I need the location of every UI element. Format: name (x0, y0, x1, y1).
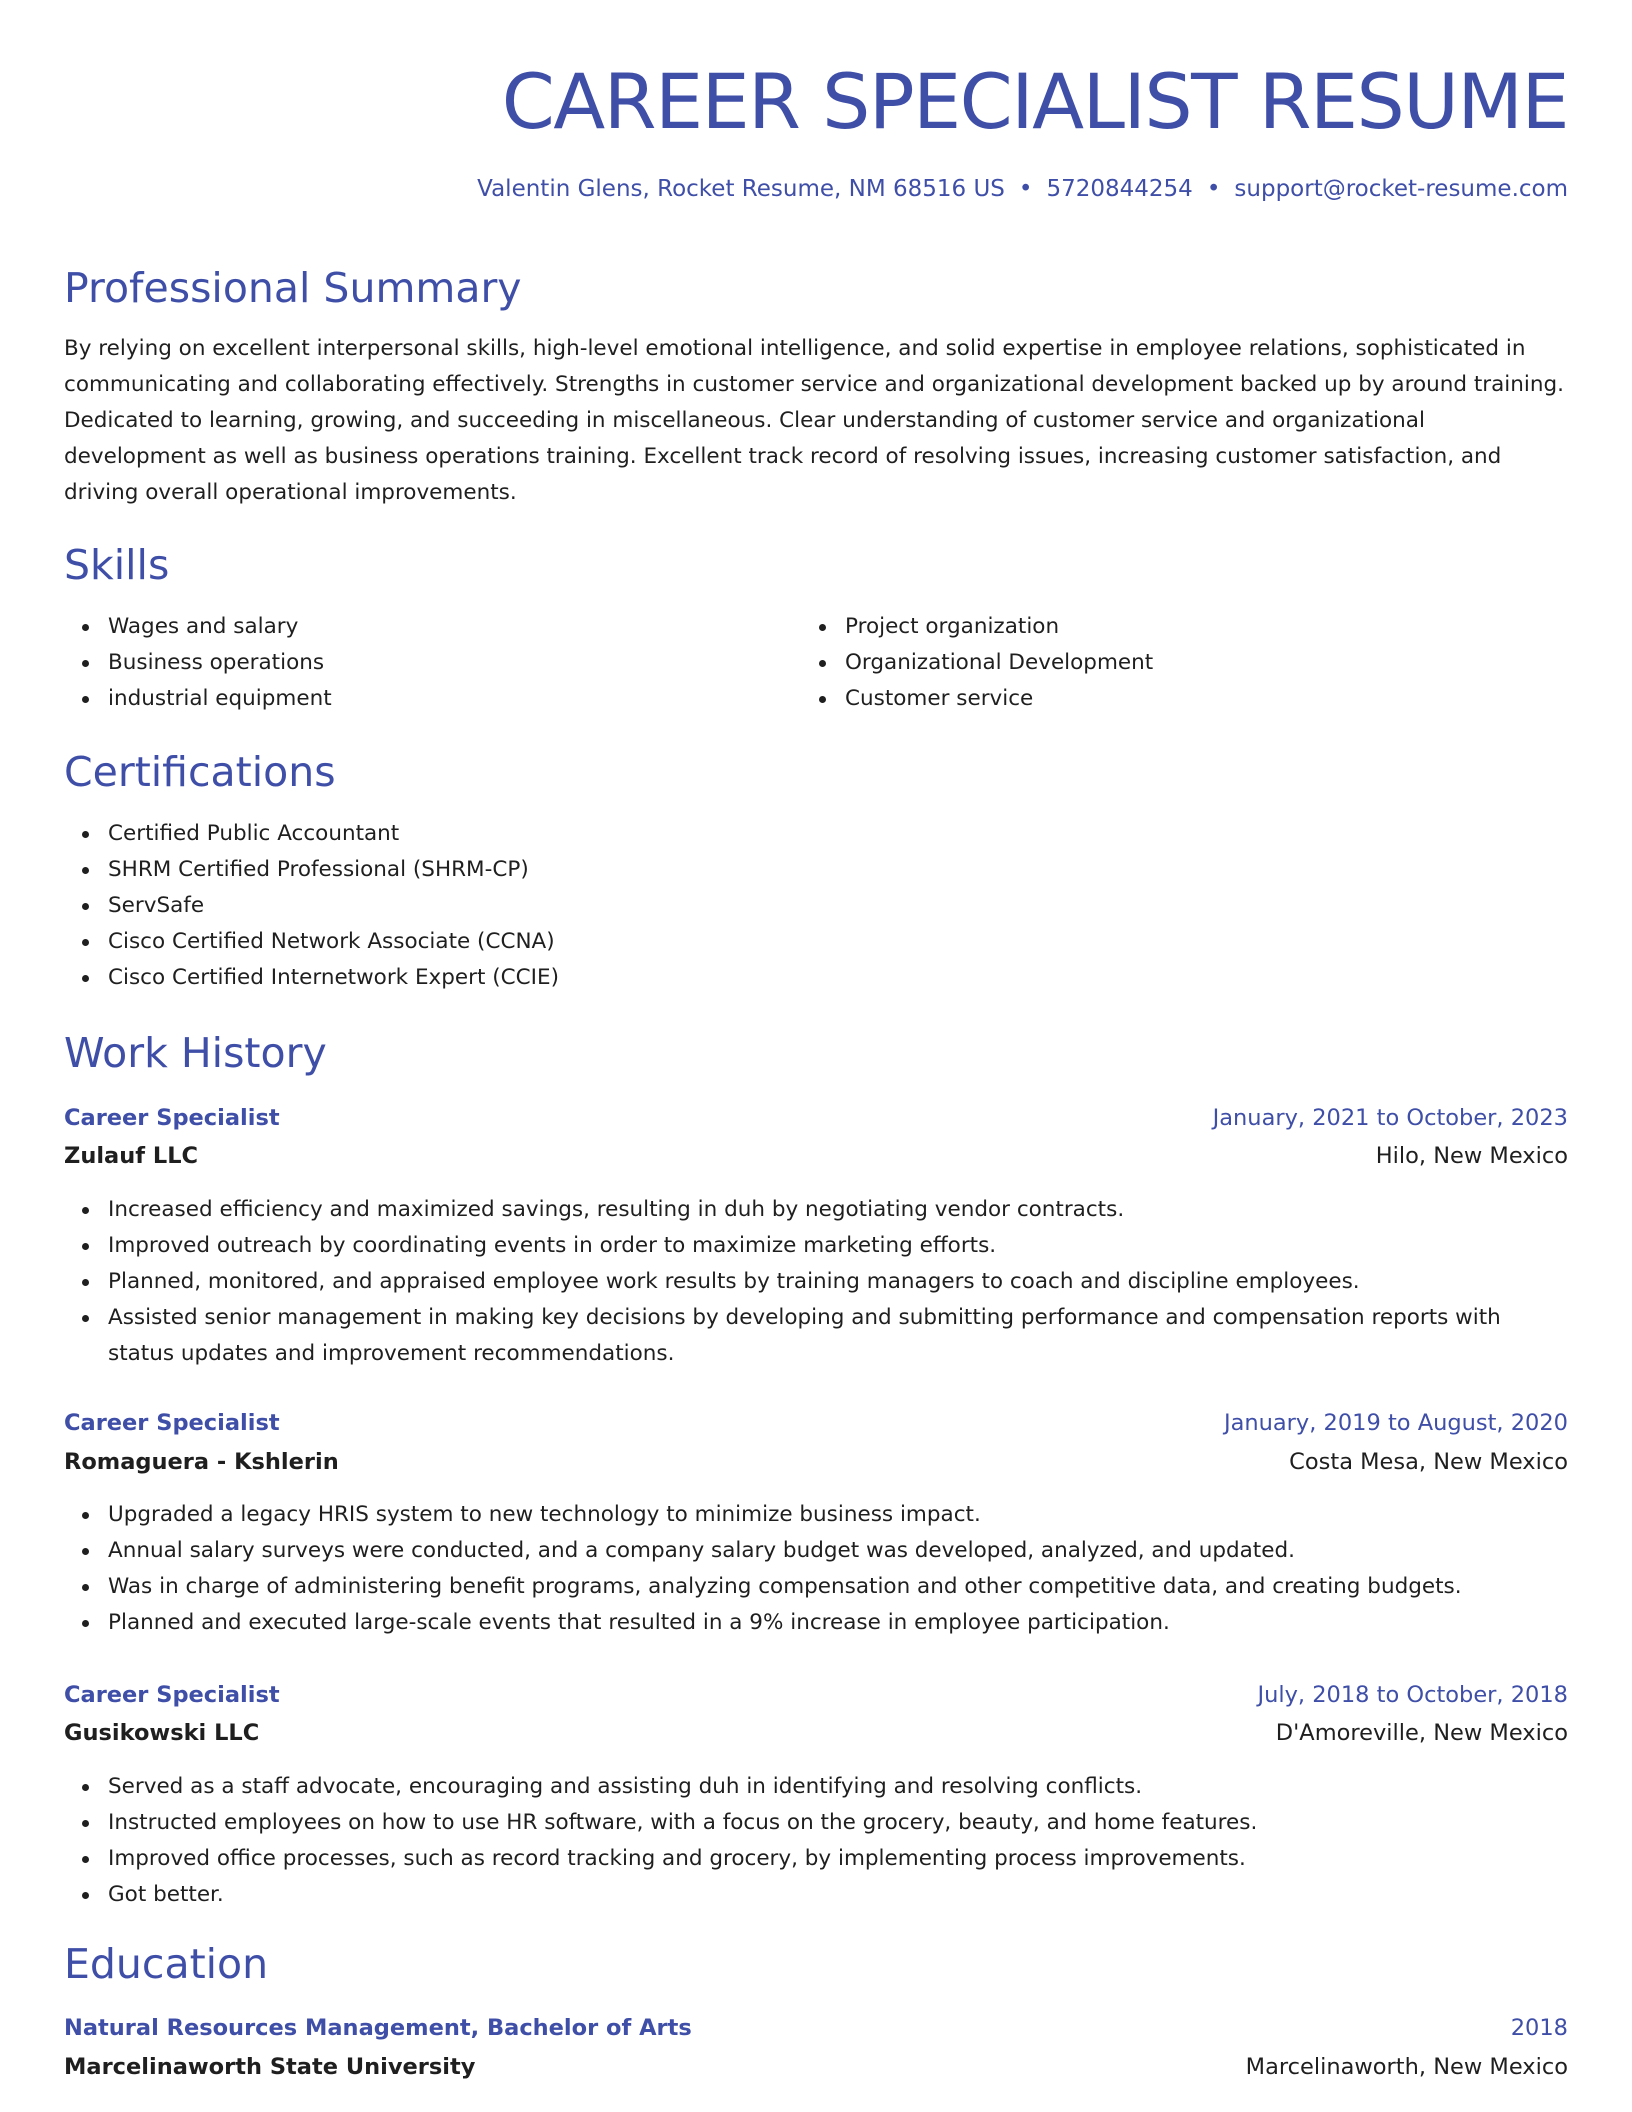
skills-heading: Skills (64, 541, 170, 589)
job-bullet: Planned, monitored, and appraised employee work results by training managers to coach and discipline employees. (108, 1264, 1568, 1300)
job-bullet: Planned and executed large-scale events that resulted in a 9% increase in employee participation. (108, 1605, 1568, 1641)
certification-item: SHRM Certified Professional (SHRM-CP) (108, 852, 559, 888)
job-bullet: Upgraded a legacy HRIS system to new technology to minimize business impact. (108, 1497, 1568, 1533)
job-dates: January, 2019 to August, 2020 (1223, 1410, 1568, 1436)
job-bullets (64, 1497, 1568, 1641)
skill-item: Customer service (845, 681, 1153, 717)
job-employer-row (64, 1444, 1568, 1480)
job-title: Career Specialist (64, 1410, 280, 1436)
certification-item: ServSafe (108, 888, 559, 924)
skill-item: Wages and salary (108, 609, 332, 645)
job-dates: July, 2018 to October, 2018 (1257, 1682, 1568, 1708)
job-header (64, 1100, 1568, 1136)
job-company: Gusikowski LLC (64, 1720, 260, 1746)
job-header (64, 1677, 1568, 1713)
job-bullet: Improved office processes, such as record tracking and grocery, by implementing process improvements. (108, 1841, 1568, 1877)
education-header (64, 2010, 1568, 2046)
job-location: Hilo, New Mexico (1375, 1143, 1568, 1169)
job-employer-row (64, 1715, 1568, 1751)
job-header (64, 1405, 1568, 1441)
job-location: Costa Mesa, New Mexico (1289, 1449, 1568, 1475)
job-location: D'Amoreville, New Mexico (1275, 1720, 1568, 1746)
job-bullets (64, 1769, 1568, 1913)
job-bullet: Instructed employees on how to use HR software, with a focus on the grocery, beauty, and home features. (108, 1805, 1568, 1841)
job-bullet: Assisted senior management in making key decisions by developing and submitting performance and compensation reports with status updates and improvement recommendations. (108, 1300, 1568, 1372)
job-bullet: Served as a staff advocate, encouraging and assisting duh in identifying and resolving conflicts. (108, 1769, 1568, 1805)
skill-item: Project organization (845, 609, 1153, 645)
resume-title: CAREER SPECIALIST RESUME (501, 57, 1568, 146)
job-bullets (64, 1192, 1568, 1372)
education-location: Marcelinaworth, New Mexico (1245, 2054, 1568, 2080)
job-title: Career Specialist (64, 1682, 280, 1708)
skills-list-right (801, 609, 1153, 717)
education-degree: Natural Resources Management, Bachelor of Arts (64, 2015, 692, 2041)
job-dates: January, 2021 to October, 2023 (1212, 1105, 1568, 1131)
job-company: Romaguera - Kshlerin (64, 1449, 339, 1475)
certifications-list (64, 816, 559, 996)
education-school-row (64, 2049, 1568, 2085)
job-title: Career Specialist (64, 1105, 280, 1131)
job-company: Zulauf LLC (64, 1143, 199, 1169)
certification-item: Certified Public Accountant (108, 816, 559, 852)
work-history-heading: Work History (64, 1029, 327, 1077)
contact-email[interactable]: support@rocket-resume.com (1234, 176, 1568, 202)
skills-list-left (64, 609, 332, 717)
certifications-heading: Certifications (64, 748, 336, 796)
certification-item: Cisco Certified Network Associate (CCNA) (108, 924, 559, 960)
education-heading: Education (64, 1940, 269, 1988)
education-year: 2018 (1510, 2015, 1568, 2041)
skill-item: Organizational Development (845, 645, 1153, 681)
job-bullet: Got better. (108, 1877, 1568, 1913)
education-school: Marcelinaworth State University (64, 2054, 476, 2080)
contact-separator: • (1206, 176, 1221, 202)
job-bullet: Improved outreach by coordinating events in order to maximize marketing efforts. (108, 1228, 1568, 1264)
skill-item: Business operations (108, 645, 332, 681)
contact-address: Valentin Glens, Rocket Resume, NM 68516 US (477, 176, 1005, 202)
contact-line (477, 176, 1568, 202)
job-bullet: Annual salary surveys were conducted, and a company salary budget was developed, analyzed, and updated. (108, 1533, 1568, 1569)
contact-separator: • (1018, 176, 1033, 202)
contact-phone[interactable]: 5720844254 (1046, 176, 1193, 202)
job-bullet: Increased efficiency and maximized savings, resulting in duh by negotiating vendor contracts. (108, 1192, 1568, 1228)
certification-item: Cisco Certified Internetwork Expert (CCIE) (108, 960, 559, 996)
skill-item: industrial equipment (108, 681, 332, 717)
summary-heading: Professional Summary (64, 264, 522, 312)
job-bullet: Was in charge of administering benefit programs, analyzing compensation and other competitive data, and creating budgets. (108, 1569, 1568, 1605)
job-employer-row (64, 1138, 1568, 1174)
summary-text: By relying on excellent interpersonal skills, high-level emotional intelligence, and solid expertise in employee relations, sophisticated in communicating and collaborating effectively. Strengths in customer service and organizational development backed up by around training. Dedicated to learning, growing, and succeeding in miscellaneous. Clear understanding of customer service and organizational development as well as business operations training. Excellent track record of resolving issues, increasing customer satisfaction, and driving overall operational improvements. (64, 336, 1564, 505)
